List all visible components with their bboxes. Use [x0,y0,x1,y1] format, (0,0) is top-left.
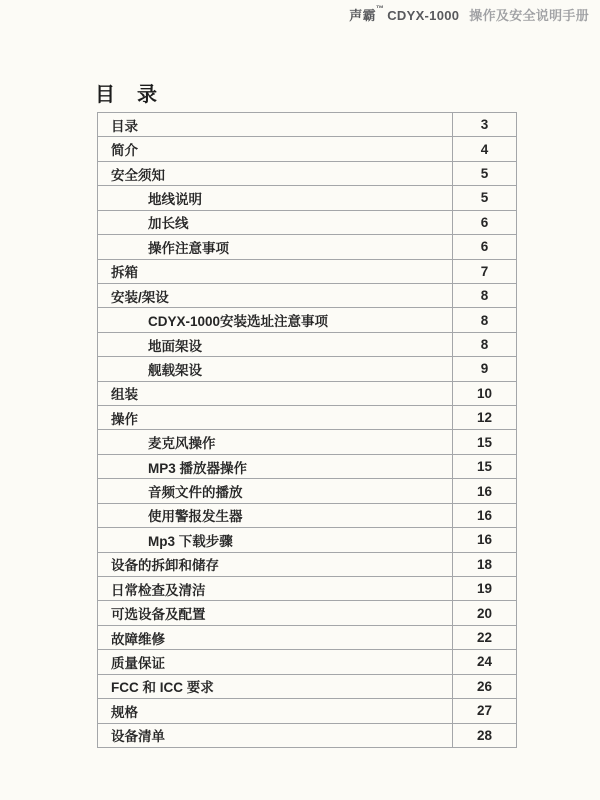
toc-entry-page: 7 [452,260,516,283]
manual-subtitle: 操作及安全说明手册 [469,8,589,23]
table-row [98,503,516,527]
toc-entry-label: 操作注意事项 [148,240,229,256]
toc-entry-label: 组装 [111,387,138,403]
toc-table [97,112,517,748]
toc-entry-label: 音频文件的播放 [148,485,243,501]
table-row [98,381,516,405]
toc-entry-page: 3 [452,113,516,136]
toc-entry-page: 8 [452,284,516,307]
toc-entry-label: 故障维修 [111,631,165,647]
brand-model [349,4,460,23]
table-row [98,356,516,380]
toc-entry-page: 5 [452,162,516,185]
toc-entry-label: CDYX-1000安装选址注意事项 [148,314,329,330]
table-row [98,161,516,185]
toc-entry-page: 6 [452,235,516,258]
toc-entry-label: Mp3 下载步骤 [148,533,233,549]
toc-entry-page: 8 [452,333,516,356]
toc-entry-page: 15 [452,430,516,453]
table-row [98,723,516,747]
table-row [98,527,516,551]
toc-entry-page: 20 [452,601,516,624]
toc-entry-page: 19 [452,577,516,600]
table-row [98,259,516,283]
toc-entry-page: 15 [452,455,516,478]
toc-entry-page: 22 [452,626,516,649]
table-row [98,332,516,356]
toc-entry-label: 设备的拆卸和储存 [111,558,219,574]
toc-entry-page: 18 [452,553,516,576]
toc-entry-page: 16 [452,479,516,502]
toc-entry-label: 加长线 [148,216,189,232]
table-row [98,210,516,234]
model-name: CDYX-1000 [387,8,460,23]
table-row [98,307,516,331]
table-row [98,234,516,258]
toc-entry-label: 操作 [111,411,138,427]
toc-entry-label: 质量保证 [111,655,165,671]
toc-entry-label: 使用警报发生器 [148,509,243,525]
toc-entry-page: 9 [452,357,516,380]
trademark-symbol: ™ [375,4,385,13]
toc-entry-page: 24 [452,650,516,673]
toc-entry-page: 4 [452,137,516,160]
table-row [98,185,516,209]
page-header [349,5,589,24]
toc-entry-page: 26 [452,675,516,698]
toc-entry-page: 16 [452,504,516,527]
table-row [98,600,516,624]
table-row [98,113,516,136]
toc-entry-page: 12 [452,406,516,429]
toc-entry-label: 舰载架设 [148,362,202,378]
toc-entry-label: MP3 播放器操作 [148,460,248,476]
table-row [98,478,516,502]
toc-entry-page: 27 [452,699,516,722]
table-row [98,674,516,698]
toc-entry-label: 拆箱 [111,265,138,281]
table-row [98,136,516,160]
table-row [98,625,516,649]
toc-entry-label: 日常检查及清洁 [111,582,206,598]
table-row [98,283,516,307]
toc-entry-label: 目录 [111,118,138,134]
toc-entry-page: 28 [452,724,516,747]
table-row [98,698,516,722]
toc-entry-page: 16 [452,528,516,551]
toc-entry-label: 地面架设 [148,338,202,354]
brand-name: 声霸 [349,8,376,23]
toc-entry-label: 可选设备及配置 [111,607,206,623]
toc-entry-label: 设备清单 [111,729,165,745]
table-row [98,454,516,478]
table-row [98,429,516,453]
toc-entry-page: 5 [452,186,516,209]
toc-entry-label: 简介 [111,143,138,159]
table-row [98,576,516,600]
table-row [98,552,516,576]
toc-entry-label: FCC 和 ICC 要求 [111,680,214,696]
toc-entry-page: 8 [452,308,516,331]
toc-entry-label: 地线说明 [148,191,202,207]
toc-entry-page: 6 [452,211,516,234]
toc-entry-page: 10 [452,382,516,405]
table-row [98,405,516,429]
toc-entry-label: 麦克风操作 [148,436,216,452]
toc-entry-label: 规格 [111,704,138,720]
table-row [98,649,516,673]
page-title: 目 录 [95,84,158,106]
toc-entry-label: 安装/架设 [111,289,169,305]
toc-entry-label: 安全须知 [111,167,165,183]
